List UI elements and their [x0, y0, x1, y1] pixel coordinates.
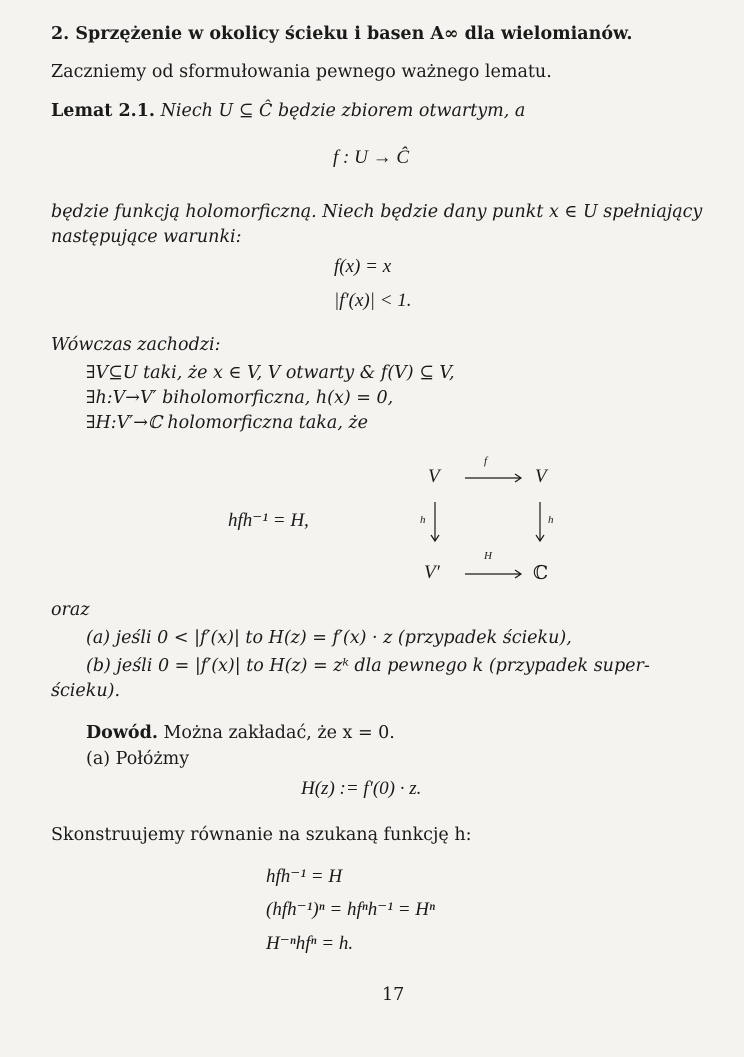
diagram-bottom-left: V′ [424, 562, 440, 583]
proof-line [86, 721, 395, 745]
diagram-top-right: V [535, 466, 547, 487]
case-b-line-1: (b) jeśli 0 = |f′(x)| to H(z) = zᵏ dla pewnego k (przypadek super- [86, 656, 650, 676]
lemma-text-3: następujące warunki: [51, 227, 242, 247]
page-number: 17 [382, 985, 405, 1005]
diagram-top-left: V [428, 466, 440, 487]
proof-a-label: (a) Połóżmy [86, 749, 190, 769]
diagram-top-arrow-label: f [484, 455, 488, 467]
diagram-right-arrow-label: h [548, 514, 554, 526]
proof-text-1: Można zakładać, że x = 0. [163, 723, 395, 743]
proof-label: Dowód. [86, 723, 158, 743]
proof-equation-1: hfh⁻¹ = H [266, 866, 343, 887]
diagram-bottom-right: ℂ [533, 563, 549, 584]
intro-text: Zaczniemy od sformułowania pewnego ważnego lematu. [51, 62, 552, 82]
claim-1: ∃V⊆U taki, że x ∈ V, V otwarty & f(V) ⊆ V, [86, 363, 455, 383]
case-a: (a) jeśli 0 < |f′(x)| to H(z) = f′(x) · z (przypadek ścieku), [86, 628, 572, 648]
diagram-bottom-arrow-label: H [484, 550, 492, 562]
conjugation-equation: hfh⁻¹ = H, [228, 510, 309, 531]
proof-equation-2: (hfh⁻¹)ⁿ = hfⁿh⁻¹ = Hⁿ [266, 899, 435, 920]
section-heading: 2. Sprzężenie w okolicy ścieku i basen A∞ dla wielomianów. [51, 24, 633, 44]
condition-derivative: |f′(x)| < 1. [334, 290, 412, 311]
proof-a-equation: H(z) := f′(0) · z. [301, 778, 422, 799]
claim-3: ∃H:V′→ℂ holomorficzna taka, że [86, 413, 369, 433]
lemma-map: f : U → Ĉ [333, 147, 409, 168]
lemma-label: Lemat 2.1. [51, 101, 156, 121]
construct-text: Skonstruujemy równanie na szukaną funkcję h: [51, 825, 472, 845]
proof-equation-3: H⁻ⁿhfⁿ = h. [266, 933, 354, 954]
oraz: oraz [51, 600, 90, 620]
claim-2: ∃h:V→V′ biholomorficzna, h(x) = 0, [86, 388, 394, 408]
diagram-left-arrow-label: h [420, 514, 426, 526]
case-b-line-2: ścieku). [51, 681, 121, 701]
lemma-then: Wówczas zachodzi: [51, 335, 221, 355]
lemma-text-1: Niech U ⊆ Ĉ będzie zbiorem otwartym, a [160, 101, 526, 121]
lemma-text-2: będzie funkcją holomorficzną. Niech będzie dany punkt x ∈ U spełniający [51, 202, 703, 222]
condition-fixed-point: f(x) = x [334, 256, 392, 277]
